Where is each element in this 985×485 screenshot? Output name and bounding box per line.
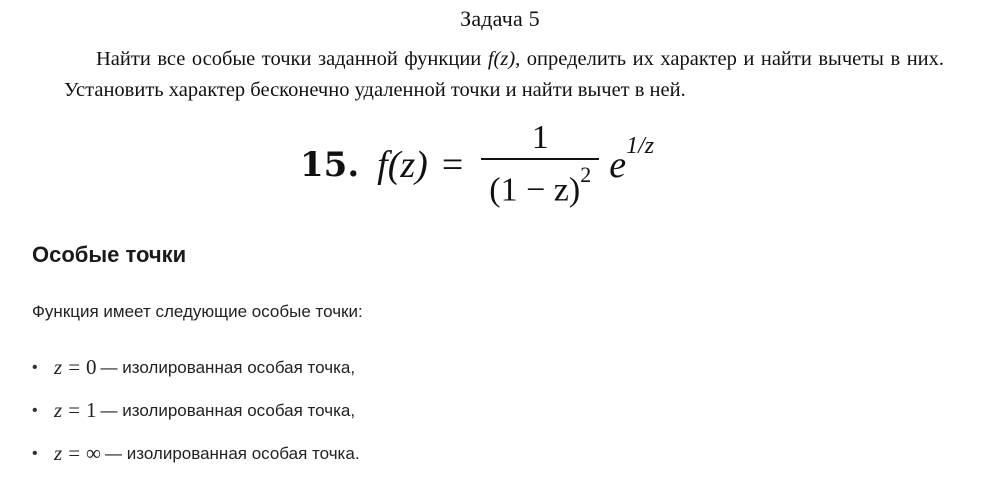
point-op: =	[68, 398, 81, 422]
formula-number: 15.	[300, 145, 360, 185]
list-item	[32, 346, 360, 389]
section-intro: Функция имеет следующие особые точки:	[32, 302, 363, 321]
point-var: z	[54, 398, 63, 422]
task-text-function: f(z)	[487, 48, 516, 70]
formula-denominator-base: (1 − z)	[489, 171, 581, 209]
task-title: Задача 5	[460, 6, 540, 31]
point-description: — изолированная особая точка.	[105, 443, 360, 463]
point-math	[54, 398, 97, 423]
point-op: =	[68, 441, 81, 465]
point-description: — изолированная особая точка,	[100, 357, 356, 377]
point-math	[54, 355, 97, 380]
formula-lhs: f(z)	[377, 144, 428, 186]
point-value: ∞	[86, 441, 102, 465]
point-var: z	[54, 441, 63, 465]
section-title: Особые точки	[32, 242, 187, 267]
task-statement	[64, 44, 944, 106]
formula-exponential	[609, 133, 655, 187]
formula-denominator	[485, 160, 595, 211]
formula-fraction	[481, 118, 599, 211]
task-text-part1: Найти все особые точки заданной функции	[96, 48, 488, 70]
bullet-icon: •	[32, 401, 38, 419]
point-value: 1	[86, 398, 97, 422]
point-op: =	[68, 355, 81, 379]
point-value: 0	[86, 355, 97, 379]
formula-denominator-power: 2	[580, 162, 592, 188]
bullet-icon: •	[32, 358, 38, 376]
point-description: — изолированная особая точка,	[100, 400, 356, 420]
formula-numerator: 1	[531, 119, 549, 157]
formula	[300, 120, 654, 210]
point-var: z	[54, 355, 63, 379]
list-item	[32, 389, 360, 432]
list-item	[32, 432, 360, 475]
formula-exp-base: e	[609, 144, 627, 186]
formula-equals: =	[441, 144, 464, 186]
formula-exp-power: 1/z	[626, 133, 655, 160]
bullet-icon: •	[32, 444, 38, 462]
point-math	[54, 441, 101, 466]
singular-points-list	[32, 346, 360, 475]
task-text-part2: , определить их характер и найти вычеты в них. Установить характер бесконечно удаленной точки и найти вычет в ней.	[64, 48, 945, 101]
